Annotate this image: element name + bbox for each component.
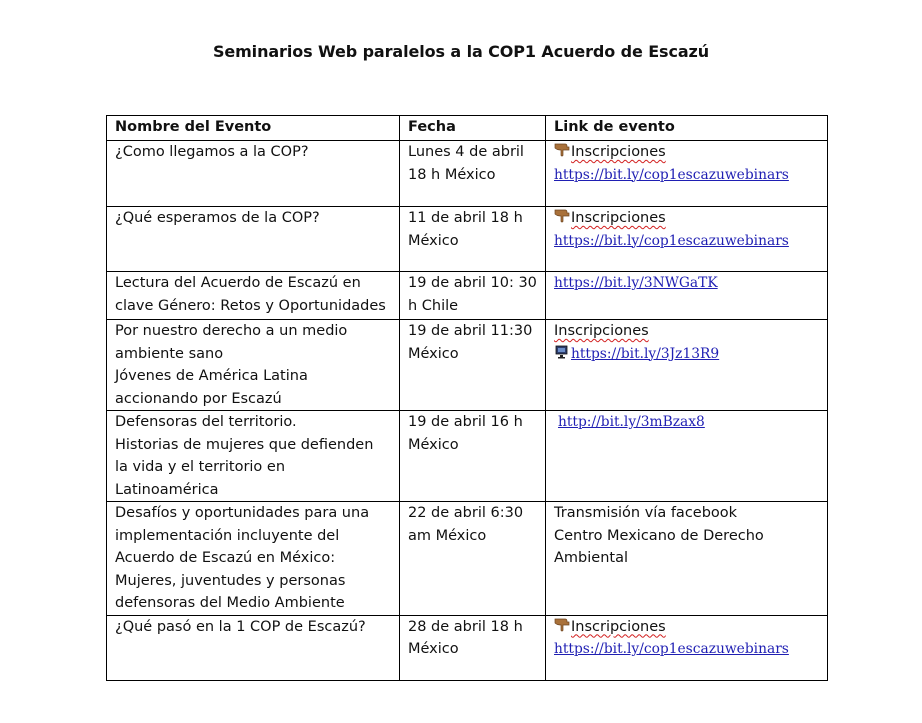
table-row	[107, 141, 828, 207]
table-header-row	[107, 116, 828, 141]
event-date-cell	[400, 272, 546, 320]
event-name-cell	[107, 141, 400, 207]
event-name: ¿Qué pasó en la 1 COP de Escazú?	[115, 618, 366, 635]
event-link-cell	[546, 502, 828, 616]
event-link-cell	[546, 320, 828, 411]
event-date: Lunes 4 de abril 18 h México	[408, 144, 524, 183]
registration-label: Inscripciones	[571, 618, 666, 635]
header-event-name: Nombre del Evento	[107, 116, 400, 141]
event-date: 19 de abril 11:30 México	[408, 323, 533, 362]
event-date: 19 de abril 10: 30 h Chile	[408, 275, 537, 314]
event-link-cell	[546, 207, 828, 272]
event-date: 11 de abril 18 h México	[408, 210, 523, 249]
event-name-cell	[107, 411, 400, 502]
registration-label: Inscripciones	[571, 210, 666, 226]
header-event-link: Link de evento	[546, 116, 828, 141]
event-link-cell	[546, 272, 828, 320]
table-row	[107, 615, 828, 680]
event-name: Defensoras del territorio. Historias de mujeres que defienden la vida y el territorio en Latinoamérica	[115, 414, 374, 498]
registration-line	[554, 141, 823, 164]
table-row	[107, 207, 828, 272]
event-name: ¿Qué esperamos de la COP?	[115, 210, 320, 226]
pointing-hand-icon	[554, 143, 570, 157]
event-name-cell	[107, 615, 400, 680]
table-row	[107, 502, 828, 616]
table-row	[107, 411, 828, 502]
registration-line	[554, 207, 823, 230]
document-title: Seminarios Web paralelos a la COP1 Acuerdo de Escazú	[212, 42, 710, 61]
event-name-cell	[107, 272, 400, 320]
event-name-cell	[107, 320, 400, 411]
registration-label: Inscripciones	[554, 323, 649, 339]
event-link-cell	[546, 141, 828, 207]
event-date: 22 de abril 6:30 am México	[408, 505, 524, 544]
event-link[interactable]: https://bit.ly/3NWGaTK	[554, 275, 718, 291]
event-date-cell	[400, 320, 546, 411]
registration-line	[554, 616, 823, 639]
events-table	[106, 115, 828, 681]
event-date-cell	[400, 141, 546, 207]
event-name: ¿Como llegamos a la COP?	[115, 144, 309, 160]
event-link[interactable]: http://bit.ly/3mBzax8	[558, 414, 705, 430]
event-date-cell	[400, 502, 546, 616]
event-name: Por nuestro derecho a un medio ambiente sano Jóvenes de América Latina accionando por Escazú	[115, 323, 348, 407]
event-name: Desafíos y oportunidades para una implementación incluyente del Acuerdo de Escazú en México: Mujeres, juventudes y personas defensoras del Medio Ambiente	[115, 505, 370, 611]
event-link[interactable]: https://bit.ly/cop1escazuwebinars	[554, 641, 789, 657]
event-link[interactable]: https://bit.ly/cop1escazuwebinars	[554, 166, 789, 183]
event-name-cell	[107, 502, 400, 616]
event-date: 28 de abril 18 h México	[408, 618, 523, 657]
header-date: Fecha	[400, 116, 546, 141]
event-link[interactable]: https://bit.ly/3Jz13R9	[571, 345, 720, 362]
event-link-cell	[546, 615, 828, 680]
event-date-cell	[400, 615, 546, 680]
facebook-broadcast-text: Transmisión vía facebook	[554, 505, 738, 521]
monitor-icon	[554, 344, 570, 360]
registration-label: Inscripciones	[571, 144, 666, 160]
event-date: 19 de abril 16 h México	[408, 414, 523, 453]
pointing-hand-icon	[554, 618, 570, 632]
event-name: Lectura del Acuerdo de Escazú en clave Género: Retos y Oportunidades	[115, 275, 386, 314]
pointing-hand-icon	[554, 209, 570, 223]
table-row	[107, 320, 828, 411]
organizer-text: Centro Mexicano de Derecho Ambiental	[554, 527, 764, 566]
event-link-cell	[546, 411, 828, 502]
event-date-cell	[400, 411, 546, 502]
table-row	[107, 272, 828, 320]
event-date-cell	[400, 207, 546, 272]
event-name-cell	[107, 207, 400, 272]
event-link[interactable]: https://bit.ly/cop1escazuwebinars	[554, 232, 789, 249]
